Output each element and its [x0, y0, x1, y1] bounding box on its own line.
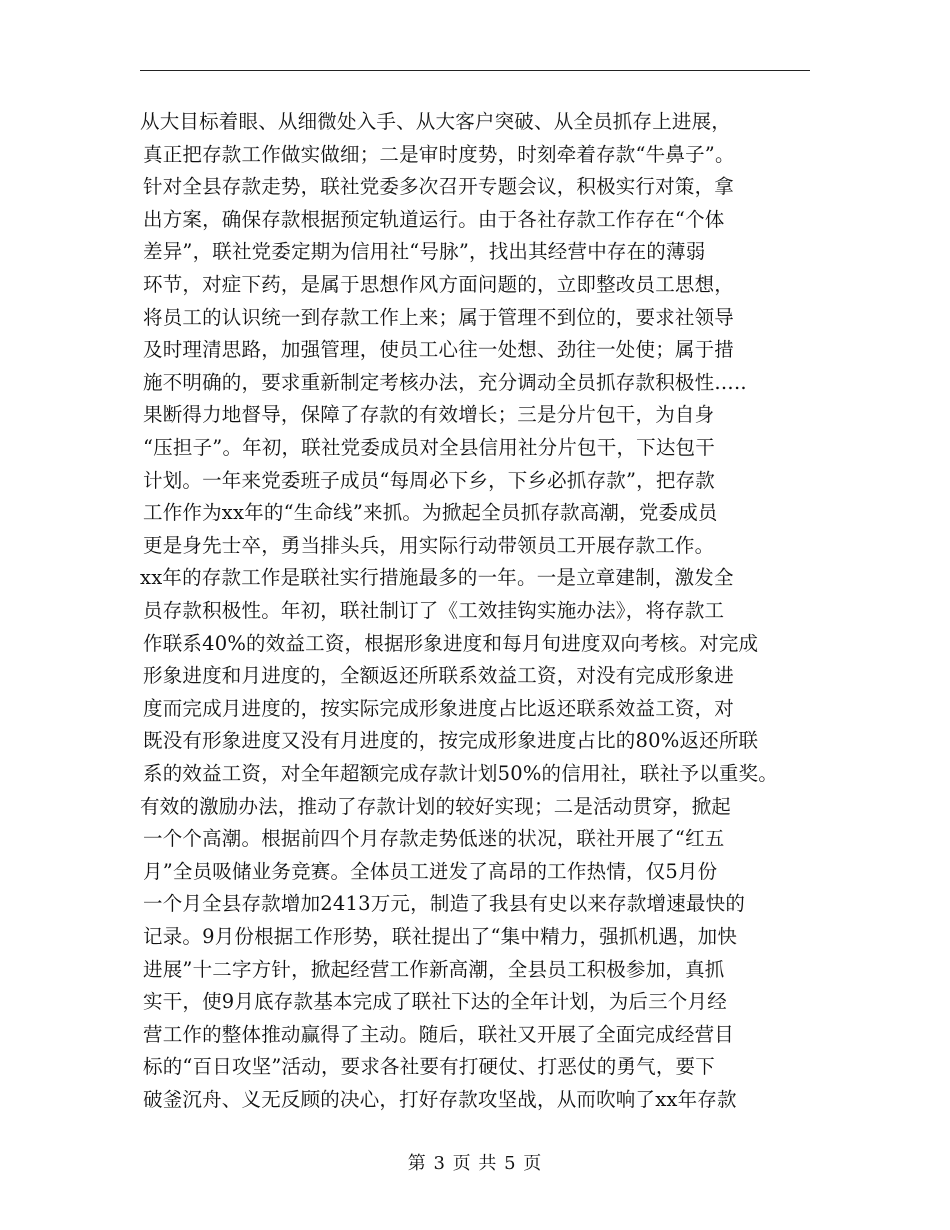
- text-line: 真正把存款工作做实做细；二是审时度势，时刻牵着存款“牛鼻子”。: [143, 142, 735, 166]
- text-line: “压担子”。年初，联社党委成员对全县信用社分片包干，下达包干: [143, 436, 715, 459]
- text-line: 有效的激励办法，推动了存款计划的较好实现；二是活动贯穿，掀起: [140, 794, 732, 818]
- text-line: 员存款积极性。年初，联社制订了《工效挂钩实施办法》，将存款工: [143, 599, 725, 622]
- page-number-footer: 第 3 页 共 5 页: [407, 1153, 543, 1174]
- text-line: 从大目标着眼、从细微处入手、从大客户突破、从全员抓存上进展，: [140, 110, 732, 133]
- text-line: 一个月全县存款增加2413万元，制造了我县有史以来存款增速最快的: [143, 892, 746, 916]
- text-line: 针对全县存款走势，联社党委多次召开专题会议，积极实行对策，拿: [143, 175, 735, 199]
- text-line: 出方案，确保存款根据预定轨道运行。由于各社存款工作存在“个体: [143, 207, 725, 231]
- text-line: 一个个高潮。根据前四个月存款走势低迷的状况，联社开展了“红五: [143, 827, 725, 851]
- text-line: 月”全员吸储业务竞赛。全体员工迸发了高昂的工作热情，仅5月份: [143, 859, 718, 883]
- text-line: 更是身先士卒，勇当排头兵，用实际行动带领员工开展存款工作。: [143, 533, 715, 557]
- text-line: 既没有形象进度又没有月进度的，按完成形象进度占比的80%返还所联: [143, 729, 759, 753]
- text-line: 施不明确的，要求重新制定考核办法，充分调动全员抓存款积极性…..: [143, 370, 747, 394]
- text-line: 差异”，联社党委定期为信用社“号脉”，找出其经营中存在的薄弱: [143, 240, 706, 264]
- text-line: 作联系40%的效益工资，根据形象进度和每月旬进度双向考核。对完成: [143, 631, 759, 655]
- text-line: 营工作的整体推动赢得了主动。随后，联社又开展了全面完成经营目: [143, 1022, 735, 1046]
- text-line: 实干，使9月底存款基本完成了联社下达的全年计划，为后三个月经: [143, 990, 727, 1014]
- text-line: 果断得力地督导，保障了存款的有效增长；三是分片包干，为自身: [143, 403, 715, 427]
- text-line: 形象进度和月进度的，全额返还所联系效益工资，对没有完成形象进: [143, 664, 735, 688]
- text-line: 破釜沉舟、义无反顾的决心，打好存款攻坚战，从而吹响了xx年存款: [143, 1088, 737, 1111]
- text-line: 记录。9月份根据工作形势，联社提出了“集中精力，强抓机遇，加快: [143, 925, 738, 948]
- text-line: 度而完成月进度的，按实际完成形象进度占比返还联系效益工资，对: [143, 696, 735, 720]
- text-line: 标的“百日攻坚”活动，要求各社要有打硬仗、打恶仗的勇气，要下: [143, 1055, 715, 1079]
- text-line: 系的效益工资，对全年超额完成存款计划50%的信用社，联社予以重奖。: [143, 762, 778, 785]
- text-line: xx年的存款工作是联社实行措施最多的一年。一是立章建制，激发全: [140, 566, 734, 590]
- text-line: 将员工的认识统一到存款工作上来；属于管理不到位的，要求社领导: [143, 305, 735, 329]
- header-rule: [140, 70, 810, 71]
- text-line: 进展”十二字方针，掀起经营工作新高潮，全县员工积极参加，真抓: [143, 957, 725, 981]
- text-line: 及时理清思路，加强管理，使员工心往一处想、劲往一处使；属于措: [143, 338, 735, 362]
- text-line: 计划。一年来党委班子成员“每周必下乡，下乡必抓存款”，把存款: [143, 468, 715, 492]
- text-line: 环节，对症下药，是属于思想作风方面问题的，立即整改员工思想，: [143, 273, 735, 296]
- text-line: 工作作为xx年的“生命线”来抓。为掀起全员抓存款高潮，党委成员: [143, 501, 718, 525]
